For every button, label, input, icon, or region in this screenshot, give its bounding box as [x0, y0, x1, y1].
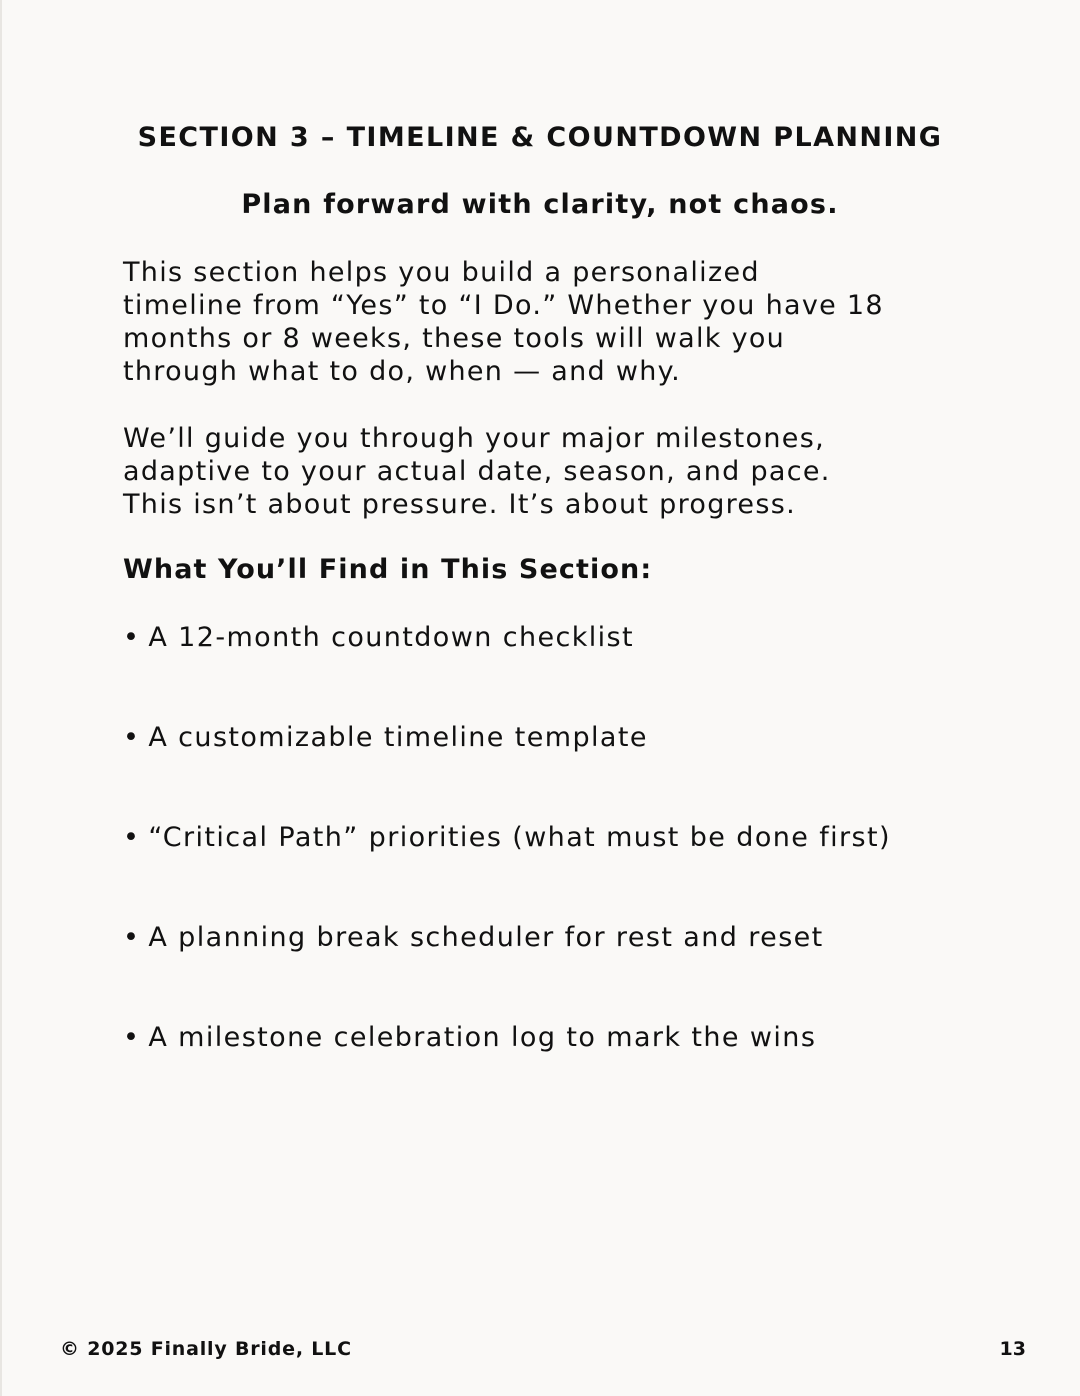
list-item [123, 720, 891, 820]
page-edge [0, 0, 2, 1396]
guide-line: adaptive to your actual date, season, and pace. [123, 456, 831, 487]
section-title: SECTION 3 – TIMELINE & COUNTDOWN PLANNING [137, 122, 943, 153]
bullet-marker: • [123, 1022, 141, 1053]
bullet-marker: • [123, 722, 141, 753]
guide-line: This isn’t about pressure. It’s about progress. [123, 489, 796, 520]
intro-line: timeline from “Yes” to “I Do.” Whether you have 18 [123, 290, 884, 321]
page-number: 13 [999, 1338, 1026, 1360]
bullet-marker: • [123, 922, 141, 953]
list-item-text: A 12-month countdown checklist [148, 622, 635, 653]
guide-line: We’ll guide you through your major milestones, [123, 423, 825, 454]
footer-copyright: © 2025 Finally Bride, LLC [60, 1338, 352, 1360]
feature-list [123, 620, 891, 1120]
list-item-text: A milestone celebration log to mark the wins [148, 1022, 817, 1053]
list-item-text: “Critical Path” priorities (what must be done first) [148, 822, 891, 853]
intro-line: months or 8 weeks, these tools will walk you [123, 323, 786, 354]
intro-line: This section helps you build a personalized [123, 257, 760, 288]
intro-line: through what to do, when — and why. [123, 356, 681, 387]
list-item-text: A planning break scheduler for rest and reset [148, 922, 824, 953]
list-item [123, 920, 891, 1020]
list-item [123, 820, 891, 920]
intro-paragraph [123, 256, 963, 388]
section-subtitle: Plan forward with clarity, not chaos. [241, 189, 839, 220]
list-item-text: A customizable timeline template [148, 722, 648, 753]
list-item [123, 620, 891, 720]
find-heading: What You’ll Find in This Section: [123, 554, 653, 585]
bullet-marker: • [123, 822, 141, 853]
guide-paragraph [123, 422, 963, 521]
bullet-marker: • [123, 622, 141, 653]
list-item [123, 1020, 891, 1120]
